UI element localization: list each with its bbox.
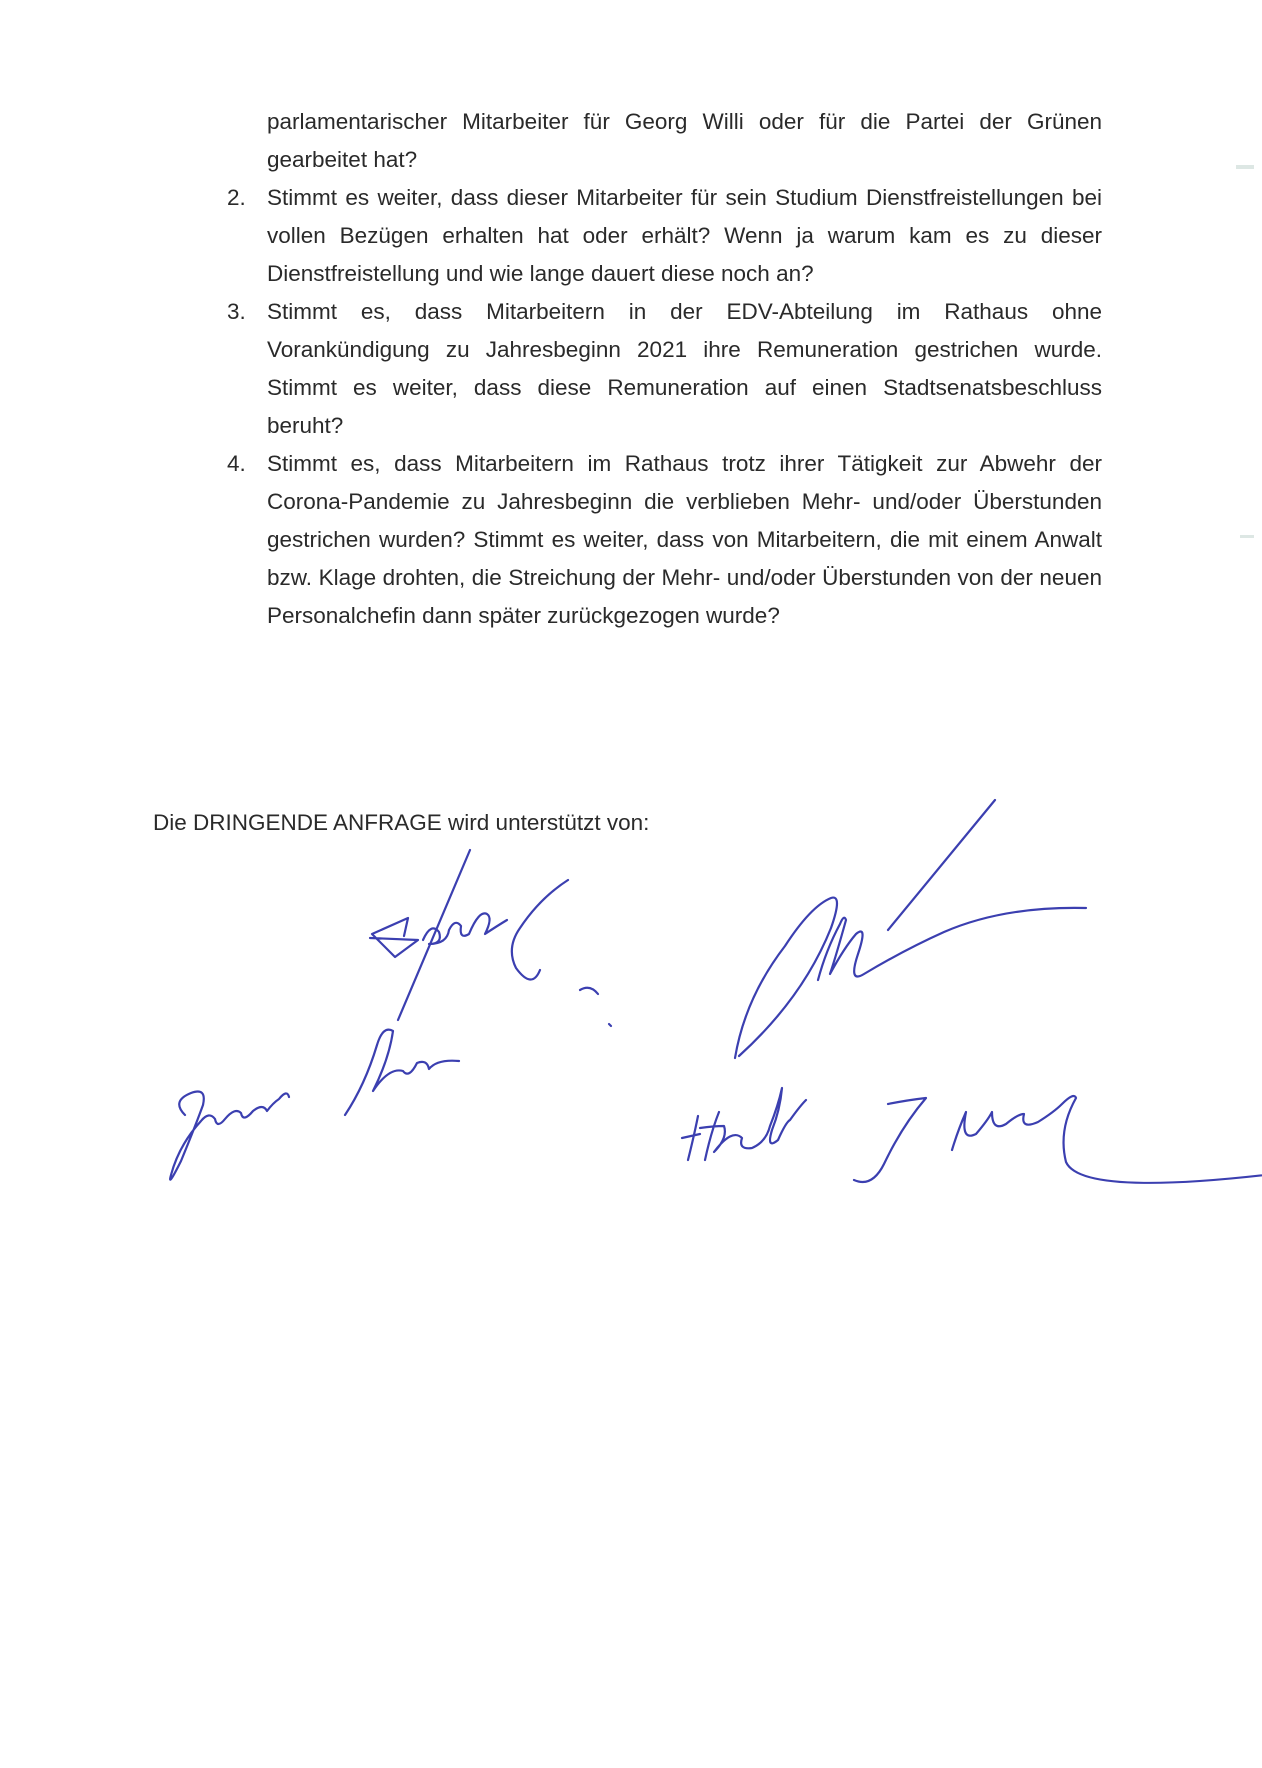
signature-3-stroke <box>818 908 1086 980</box>
list-item <box>227 293 1102 445</box>
signature-2-stroke <box>170 1092 289 1180</box>
signature-4-stroke <box>854 1098 926 1182</box>
signature-1-stroke <box>370 918 418 957</box>
support-statement: Die DRINGENDE ANFRAGE wird unterstützt von: <box>153 810 650 835</box>
question-list <box>227 179 1102 635</box>
signature-3-stroke <box>888 800 995 930</box>
signature-3-stroke <box>735 898 837 1058</box>
list-number: 2. <box>227 185 246 210</box>
signature-1-stroke <box>423 913 507 944</box>
list-item-text: Stimmt es, dass Mitarbeitern in der EDV-Abteilung im Rathaus ohne Vorankündigung zu Jahresbeginn 2021 ihre Remuneration gestrichen wurde. Stimmt es weiter, dass diese Remuneration auf einen Stadtsenatsbeschluss beruht? <box>267 299 1102 438</box>
list-item-text: Stimmt es weiter, dass dieser Mitarbeiter für sein Studium Dienstfreistellungen bei vollen Bezügen erhalten hat oder erhält? Wenn ja warum kam es zu dieser Dienstfreistellung und wie lange dauert diese noch an? <box>267 185 1102 286</box>
signature-4-stroke <box>682 1088 806 1160</box>
scan-edge-mark <box>1236 165 1254 169</box>
list-item-text: Stimmt es, dass Mitarbeitern im Rathaus trotz ihrer Tätigkeit zur Abwehr der Corona-Pandemie zu Jahresbeginn die verblieben Mehr- und/oder Überstunden gestrichen wurden? Stimmt es weiter, dass von Mitarbeitern, die mit einem Anwalt bzw. Klage drohten, die Streichung der Mehr- und/oder Überstunden von der neuen Personalchefin dann später zurückgezogen wurde? <box>267 451 1102 628</box>
signature-1-stroke <box>398 850 470 1020</box>
list-item <box>227 179 1102 293</box>
signature-4 <box>682 1088 1262 1183</box>
list-item <box>227 445 1102 635</box>
list-number: 4. <box>227 451 246 476</box>
signature-3 <box>735 800 1086 1058</box>
signature-1-stroke <box>580 988 598 994</box>
scan-edge-mark <box>1240 535 1254 538</box>
signature-2 <box>170 1030 459 1180</box>
body-text <box>227 103 1102 635</box>
signature-4-stroke <box>952 1096 1262 1183</box>
signature-1-stroke <box>609 1024 611 1026</box>
signature-1-stroke <box>512 880 568 980</box>
list-number: 3. <box>227 299 246 324</box>
signature-2-stroke <box>345 1030 459 1115</box>
continuation-paragraph: parlamentarischer Mitarbeiter für Georg Willi oder für die Partei der Grünen gearbeitet hat? <box>267 109 1102 172</box>
signature-1 <box>370 850 611 1026</box>
